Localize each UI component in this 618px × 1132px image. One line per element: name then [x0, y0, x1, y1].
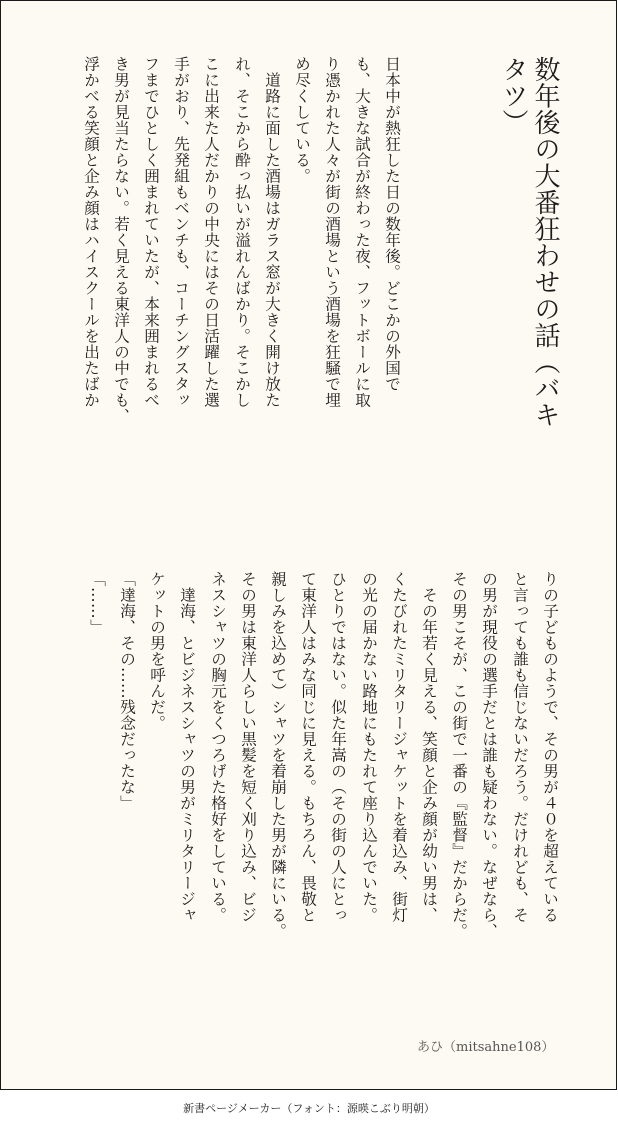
- body-line: フまでひとしく囲まれていたが、本来囲まれるべ: [142, 56, 160, 408]
- body-line: その年若く見える、笑顔と企み顔が幼い男は、: [420, 571, 438, 923]
- body-line: こに出来た人だかりの中央にはその日活躍した選: [202, 56, 220, 408]
- lower-block: [1, 571, 618, 1071]
- title-line-1: 数年後の大番狂わせの話（バキ: [530, 56, 560, 429]
- body-line: ネスシャツの胸元をくつろげた格好をしている。: [209, 571, 227, 923]
- body-line: ひとりではない。似た年嵩の（その街の人にとっ: [329, 571, 347, 923]
- body-line: め尽くしている。: [293, 56, 311, 184]
- footer-caption: 新書ページメーカー（フォント：源暎こぶり明朝）: [183, 1102, 435, 1115]
- body-line: て東洋人はみな同じに見える。もちろん、畏敬と: [299, 571, 317, 923]
- body-line: も、大きな試合が終わった夜、フットボールに取: [353, 56, 371, 408]
- body-line: くたびれたミリタリージャケットを着込み、街灯: [390, 571, 408, 923]
- upper-block: [1, 56, 618, 526]
- body-line: と言っても誰も信じないだろう。だけれども、そ: [511, 571, 529, 923]
- body-line: ケットの男を呼んだ。: [148, 571, 166, 731]
- body-line: き男が見当たらない。若く見える東洋人の中でも、: [112, 56, 130, 424]
- body-line: 道路に面した酒場はガラス窓が大きく開け放た: [263, 56, 281, 408]
- author-credit: あひ（mitsahne108）: [417, 1040, 555, 1055]
- title-line-2: タツ）: [498, 56, 528, 136]
- body-line: その男は東洋人らしい黒髪を短く刈り込み、ビジ: [239, 571, 257, 923]
- body-line: 浮かべる笑顔と企み顔はハイスクールを出たばか: [82, 56, 100, 408]
- body-line: り憑かれた人々が街の酒場という酒場を狂騒で埋: [323, 56, 341, 408]
- body-line: 「……」: [88, 571, 106, 635]
- body-line: 達海、とビジネスシャツの男がミリタリージャ: [178, 571, 196, 923]
- body-line: 親しみを込めて）シャツを着崩した男が隣にいる。: [269, 571, 287, 939]
- body-line: 「達海、その……残念だったな」: [118, 571, 136, 811]
- body-line: の男が現役の選手だとは誰も疑わない。なぜなら、: [480, 571, 498, 939]
- body-line: の光の届かない路地にもたれて座り込んでいた。: [360, 571, 378, 923]
- body-line: りの子どものようで、その男が４０を超えている: [541, 571, 559, 923]
- body-line: その男こそが、この街で一番の『監督』だからだ。: [450, 571, 468, 939]
- body-line: 日本中が熱狂した日の数年後。どこかの外国で: [383, 56, 401, 392]
- body-line: 手がおり、先発組もベンチも、コーチングスタッ: [172, 56, 190, 408]
- body-line: れ、そこから酔っ払いが溢れんばかり。そこかし: [233, 56, 251, 408]
